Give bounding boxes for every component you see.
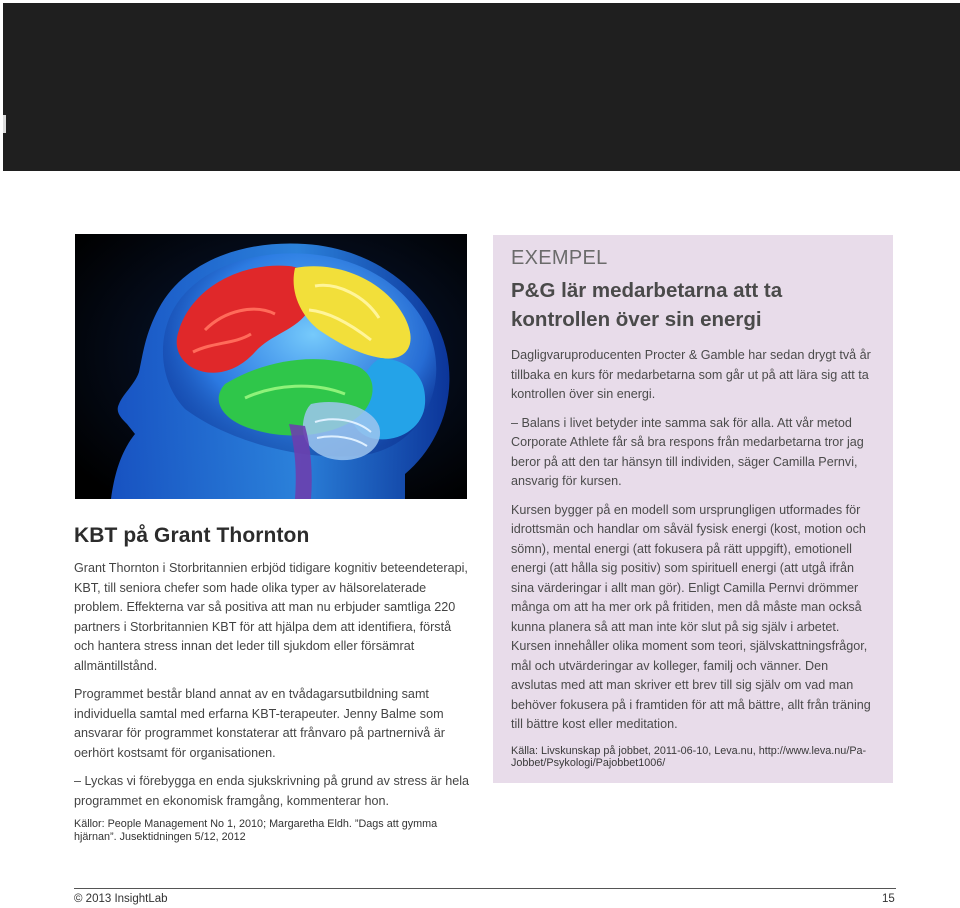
header-edge-mark: [3, 115, 6, 133]
example-quote: – Balans i livet betyder inte samma sak för alla. Att vår metod Corporate Athlete får så bra respons från medarbetarna tror jag beror på att den tar hänsyn till individen, säger Camilla Pernvi, ansvarig för kursen.: [511, 415, 864, 488]
article-quote: – Lyckas vi förebygga en enda sjukskrivning på grund av stress är hela programmet en ekonomisk framgång, kommenterar hon.: [74, 774, 470, 808]
example-title: P&G lär medarbetarna att ta kontrollen över sin energi: [511, 279, 783, 331]
example-sidebar: [493, 235, 893, 783]
article-paragraph: Grant Thornton i Storbritannien erbjöd tidigare kognitiv beteendeterapi, KBT, till seniora chefer som hade olika typer av hälsorelaterade problem. Effekterna var så positiva att man nu erbjuder samtliga 220 partners i Storbritannien KBT för att hjälpa dem att identifiera, förstå och hantera stress innan det leder till sjukdom eller försämrat allmäntillstånd.: [74, 561, 468, 673]
article-paragraph: Programmet består bland annat av en tvådagarsutbildning samt individuella samtal med erfarna KBT-terapeuter. Jenny Balme som ansvarar för programmet konstaterar att frånvaro på partnernivå är oerhört kostsamt för organisationen.: [74, 687, 445, 760]
example-paragraph: Kursen bygger på en modell som ursprungligen utformades för idrottsmän och handlar om såväl fysisk energi (kost, motion och sömn), mental energi (att fokusera på rätt uppgift), emotionell energi (att hålla sig positiv) som spirituell energi (att utgå ifrån sina värderingar i allt man gör). Enligt Camilla Pernvi drömmer många om att ha mer ork på fritiden, men då måste man också kunna planera så att man inte kör slut på sig själv i arbetet. Kursen innehåller olika moment som teori, självskattningsfrågor, mål och utvärderingar av kolleger, familj och vänner. Den avslutas med att man skriver ett brev till sig själv om vad man behöver fokusera på i framtiden för att må bättre, allt från träning till bättre kost eller meditation.: [511, 502, 871, 731]
footer-divider: [74, 888, 896, 889]
article-heading: KBT på Grant Thornton: [74, 524, 310, 547]
left-article: [74, 524, 474, 811]
brain-illustration: [75, 234, 467, 499]
example-paragraph: Dagligvaruproducenten Procter & Gamble har sedan drygt två år tillbaka en kurs för medarbetarna som går ut på att lära sig att ta kontrollen över sin energi.: [511, 348, 871, 401]
page-number: 15: [882, 893, 895, 905]
example-source: Källa: Livskunskap på jobbet, 2011-06-10, Leva.nu, http://www.leva.nu/Pa-Jobbet/Psykologi/Pajobbet1006/: [511, 744, 867, 769]
footer-copyright: © 2013 InsightLab: [74, 893, 168, 905]
article-sources: Källor: People Management No 1, 2010; Margaretha Eldh. ”Dags att gymma hjärnan”. Jusektidningen 5/12, 2012: [74, 818, 438, 843]
top-header-band: [3, 3, 960, 171]
example-label: EXEMPEL: [511, 247, 608, 269]
